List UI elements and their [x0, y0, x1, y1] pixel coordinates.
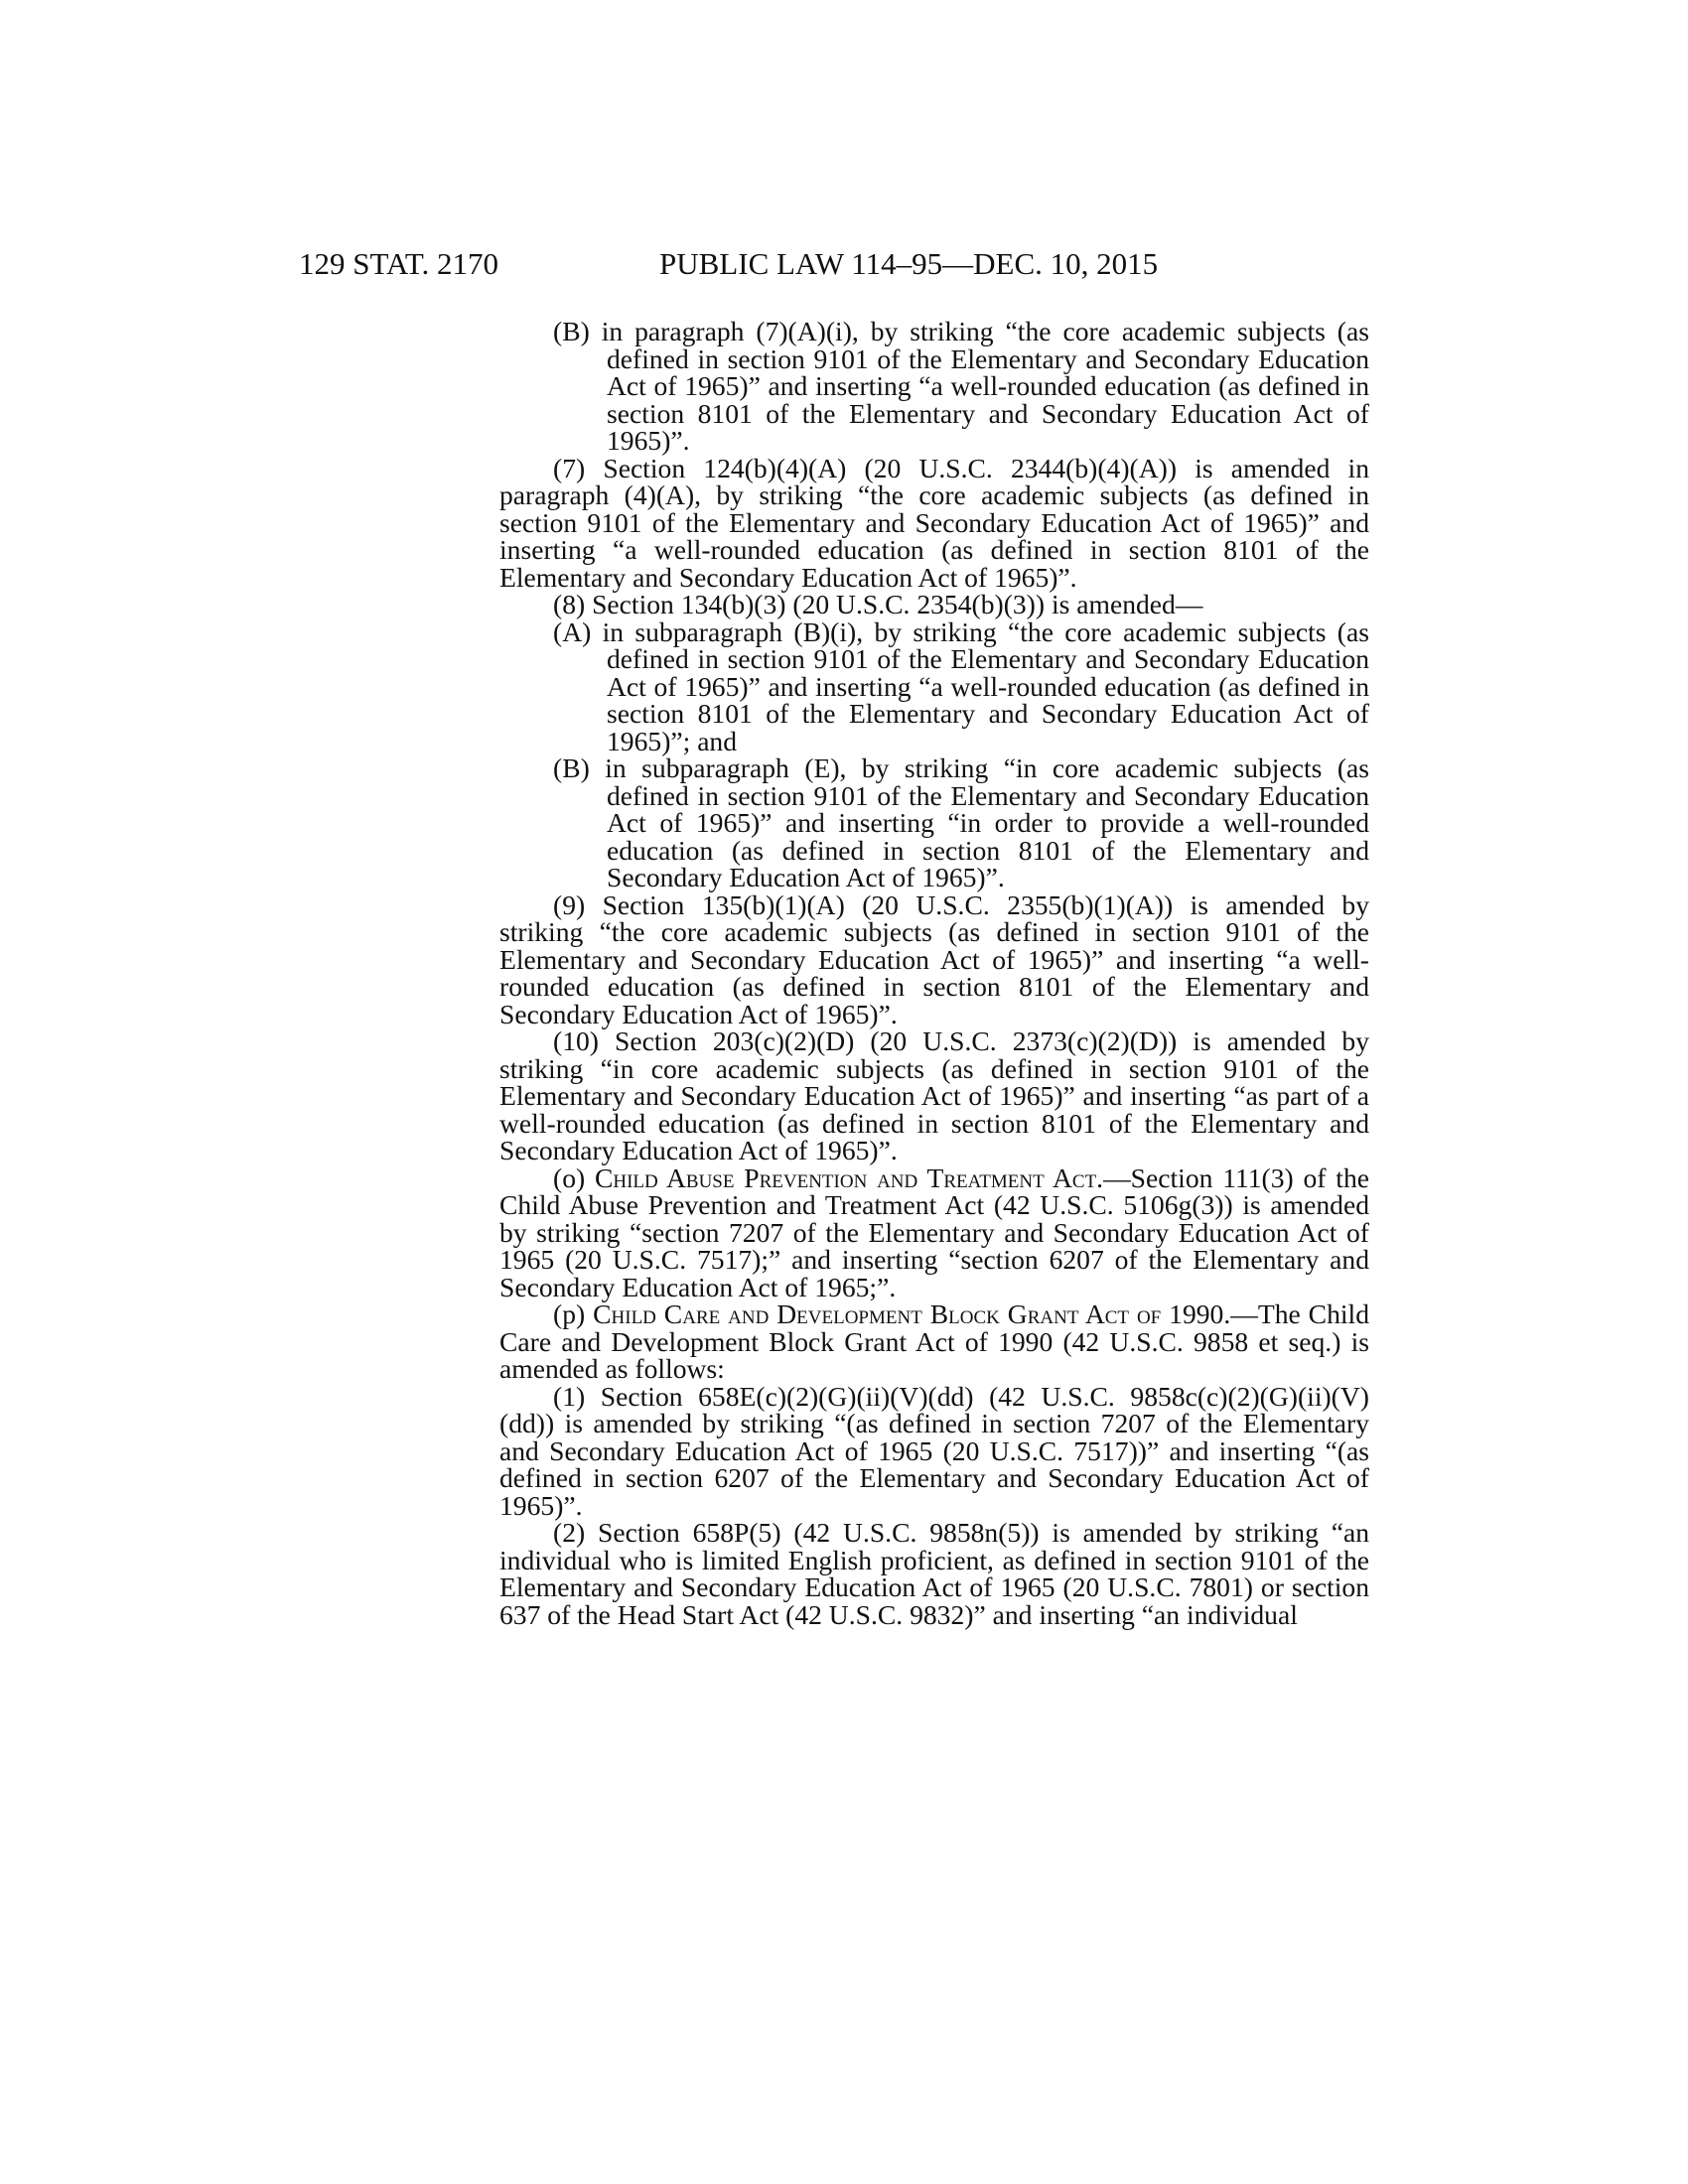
paragraph-p-2: (2) Section 658P(5) (42 U.S.C. 9858n(5)) is amended by striking “an individual who is limited English proficient, as defined in section 9101 of the Elementary and Secondary Education Act of 1965 (20 U.S.C. 7801) or section 637 of the Head Start Act (42 U.S.C. 9832)” and inserting “an individual: [499, 1517, 1369, 1630]
paragraph-10: (10) Section 203(c)(2)(D) (20 U.S.C. 2373(c)(2)(D)) is amended by striking “in core academic subjects (as defined in section 9101 of the Elementary and Secondary Education Act of 1965)” and inserting “as part of a well-rounded education (as defined in section 8101 of the Elementary and Secondary Education Act of 1965)”.: [499, 1025, 1369, 1165]
subsection-o-heading: Child Abuse Prevention and Treatment Act.: [594, 1161, 1104, 1193]
paragraph-8: (8) Section 134(b)(3) (20 U.S.C. 2354(b)(3)) is amended—: [553, 589, 1203, 619]
subsection-p-heading: Child Care and Development Block Grant Act of 1990.: [593, 1298, 1231, 1329]
paragraph-8-a: (A) in subparagraph (B)(i), by striking “the core academic subjects (as defined in section 9101 of the Elementary and Secondary Education Act of 1965)” and inserting “a well-rounded education (as defined in section 8101 of the Elementary and Secondary Education Act of 1965)”; and: [553, 615, 1369, 756]
paragraph-9: (9) Section 135(b)(1)(A) (20 U.S.C. 2355(b)(1)(A)) is amended by striking “the core academic subjects (as defined in section 9101 of the Elementary and Secondary Education Act of 1965)” and inserting “a well-rounded education (as defined in section 8101 of the Elementary and Secondary Education Act of 1965)”.: [499, 888, 1369, 1029]
page-header: [299, 244, 1369, 284]
subsection-o: (o) Child Abuse Prevention and Treatment Act.—Section 111(3) of the Child Abuse Prevention and Treatment Act (42 U.S.C. 5106g(3)) is amended by striking “section 7207 of the Elementary and Secondary Education Act of 1965 (20 U.S.C. 7517);” and inserting “section 6207 of the Elementary and Secondary Education Act of 1965;”.: [499, 1161, 1369, 1302]
subsection-p: (p) Child Care and Development Block Grant Act of 1990.—The Child Care and Development Block Grant Act of 1990 (42 U.S.C. 9858 et seq.) is amended as follows:: [499, 1298, 1369, 1384]
paragraph-b-7ai: (B) in paragraph (7)(A)(i), by striking “the core academic subjects (as defined in section 9101 of the Elementary and Secondary Education Act of 1965)” and inserting “a well-rounded education (as defined in section 8101 of the Elementary and Secondary Education Act of 1965)”.: [553, 316, 1369, 456]
stat-citation: 129 STAT. 2170: [299, 246, 499, 281]
public-law-title: PUBLIC LAW 114–95—DEC. 10, 2015: [659, 246, 1159, 281]
paragraph-p-1: (1) Section 658E(c)(2)(G)(ii)(V)(dd) (42 U.S.C. 9858c(c)(2)(G)(ii)(V)(dd)) is amended by striking “(as defined in section 7207 of the Elementary and Secondary Education Act of 1965 (20 U.S.C. 7517))” and inserting “(as defined in section 6207 of the Elementary and Secondary Education Act of 1965)”.: [499, 1380, 1369, 1521]
paragraph-8-b: (B) in subparagraph (E), by striking “in core academic subjects (as defined in section 9101 of the Elementary and Secondary Education Act of 1965)” and inserting “in order to provide a well-rounded education (as defined in section 8101 of the Elementary and Secondary Education Act of 1965)”.: [553, 752, 1369, 892]
document-body: [499, 318, 1369, 1628]
paragraph-7: (7) Section 124(b)(4)(A) (20 U.S.C. 2344(b)(4)(A)) is amended in paragraph (4)(A), by striking “the core academic subjects (as defined in section 9101 of the Elementary and Secondary Education Act of 1965)” and inserting “a well-rounded education (as defined in section 8101 of the Elementary and Secondary Education Act of 1965)”.: [499, 452, 1369, 593]
